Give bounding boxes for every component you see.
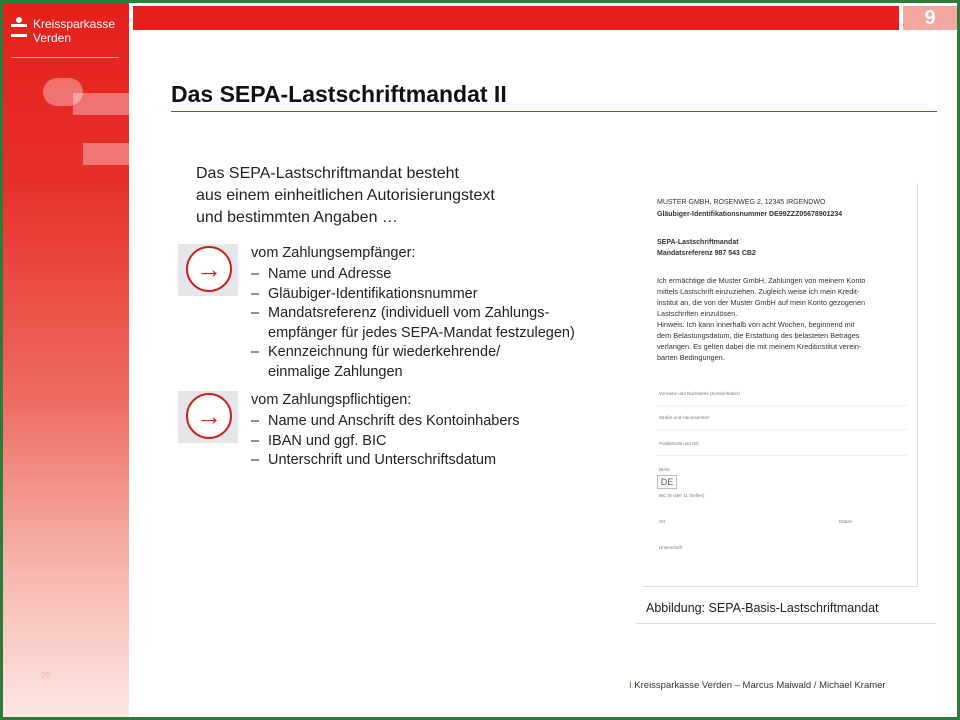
footer-bar: I	[629, 680, 632, 691]
section1-list	[251, 265, 575, 382]
doc-title: SEPA-Lastschriftmandat	[657, 239, 739, 246]
caption-divider	[636, 623, 936, 624]
doc-field-line	[657, 405, 907, 406]
doc-field-bic: BIC (8 oder 11 Stellen)	[659, 493, 705, 498]
figure-caption: Abbildung: SEPA-Basis-Lastschriftmandat	[646, 601, 879, 615]
doc-creditor-id: Gläubiger-Identifikationsnummer DE99ZZZ05678901234	[657, 211, 843, 218]
slide-frame	[3, 3, 957, 717]
mandate-document	[643, 183, 918, 587]
intro-line: Das SEPA-Lastschriftmandat besteht	[196, 165, 459, 182]
section1-heading: vom Zahlungsempfänger:	[251, 245, 416, 261]
list-item: – Kennzeichnung für wiederkehrende/ einmalige Zahlungen	[251, 343, 575, 382]
doc-field-iban: IBAN	[659, 467, 670, 472]
list-item: – Gläubiger-Identifikationsnummer	[251, 285, 575, 305]
doc-field-line	[657, 429, 907, 430]
list-item: – Mandatsreferenz (individuell vom Zahlungs- empfänger für jedes SEPA-Mandat festzulegen)	[251, 304, 575, 343]
doc-field-signature: Unterschrift	[659, 545, 683, 550]
intro-text	[196, 163, 596, 229]
watermark-s-bar	[73, 93, 133, 115]
footer-text: Kreissparkasse Verden – Marcus Maiwald / Michael Kramer	[634, 680, 886, 691]
list-item: – IBAN und ggf. BIC	[251, 432, 519, 452]
slide-title: Das SEPA-Lastschriftmandat II	[171, 81, 507, 107]
list-item: – Unterschrift und Unterschriftsdatum	[251, 451, 519, 471]
footer	[629, 680, 886, 691]
intro-line: und bestimmten Angaben …	[196, 209, 398, 226]
sparkasse-s-icon	[11, 17, 27, 37]
side-number: 20	[41, 671, 50, 680]
section2-heading: vom Zahlungspflichtigen:	[251, 392, 412, 408]
doc-iban-prefix: DE	[657, 475, 677, 489]
doc-mandate-ref: Mandatsreferenz 987 543 CB2	[657, 250, 756, 257]
doc-field-place: Ort	[659, 519, 666, 524]
doc-field-name: Vorname und Nachname (Kontoinhaber)	[659, 391, 740, 396]
sidebar	[3, 3, 129, 717]
arrow-marker	[178, 391, 238, 443]
doc-field-zip: Postleitzahl und Ort	[659, 441, 699, 446]
doc-body: Ich ermächtige die Muster GmbH, Zahlungen von meinem Konto mittels Lastschrift einzuziehen. Zugleich weise ich mein Kredit- institut an, die von der Muster GmbH auf mein Konto gezogenen Lastschriften einzulösen. Hinweis: Ich kann innerhalb von acht Wochen, beginnend mit dem Belastungsdatum, die Erstattung des belasteten Betrages verlangen. Es gelten dabei die mit meinem Kreditinstitut verein- barten Bedingungen.	[657, 276, 866, 362]
watermark-s-bar	[83, 143, 133, 165]
list-item: – Name und Anschrift des Kontoinhabers	[251, 412, 519, 432]
doc-creditor-line: MUSTER GMBH, ROSENWEG 2, 12345 IRGENDWO	[657, 199, 826, 206]
page-number: 9	[903, 6, 957, 30]
list-item: – Name und Adresse	[251, 265, 575, 285]
section2-list	[251, 412, 519, 471]
doc-side-note	[927, 293, 933, 583]
doc-field-date: Datum	[839, 519, 853, 524]
brand-name-line1: Kreissparkasse	[33, 17, 116, 31]
arrow-right-icon: →	[186, 246, 232, 292]
arrow-marker	[178, 244, 238, 296]
logo-divider	[11, 57, 119, 58]
intro-line: aus einem einheitlichen Autorisierungstext	[196, 187, 495, 204]
brand-name-line2: Verden	[33, 31, 72, 45]
top-bar	[133, 6, 899, 30]
arrow-right-icon: →	[186, 393, 232, 439]
title-divider	[171, 111, 937, 112]
sparkasse-logo	[11, 17, 115, 45]
doc-field-street: Straße und Hausnummer	[659, 415, 710, 420]
doc-field-line	[657, 455, 907, 456]
